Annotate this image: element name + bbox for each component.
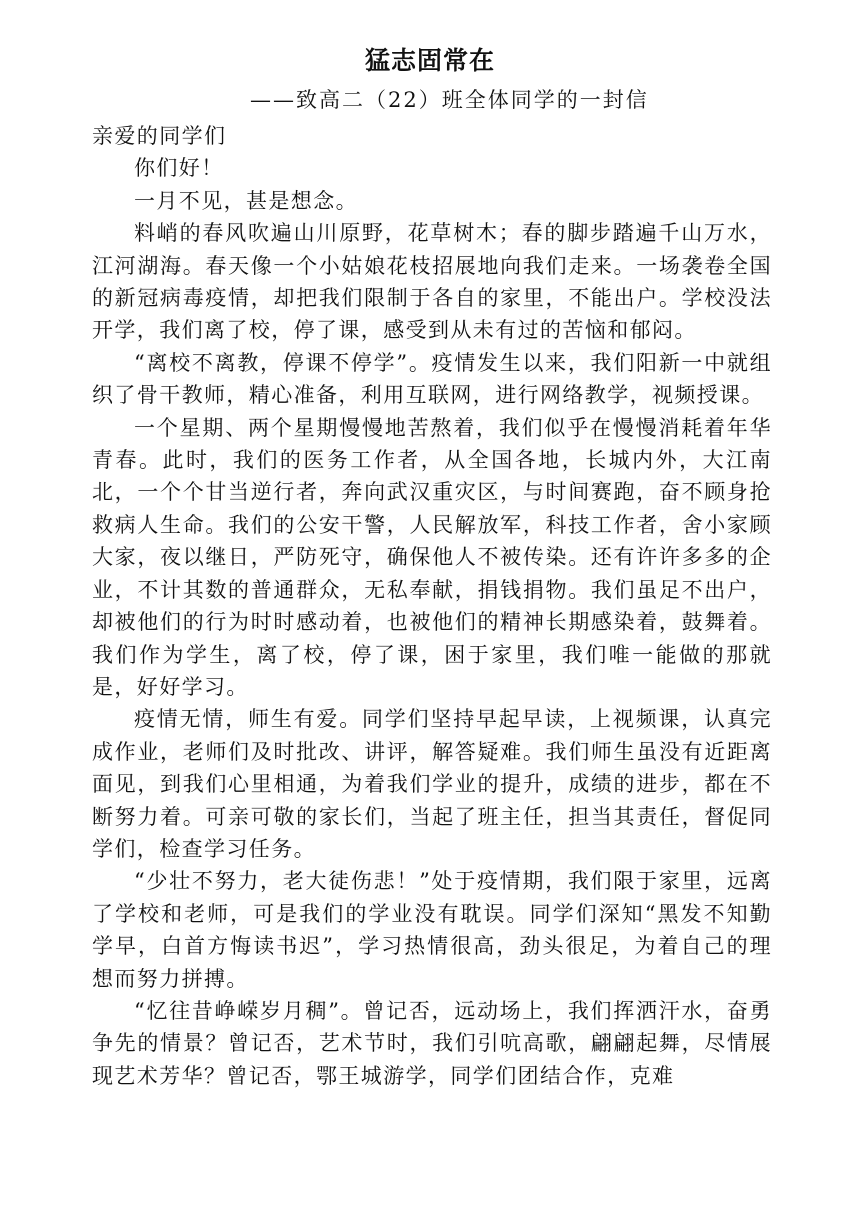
paragraph-hard-work: “少壮不努力，老大徒伤悲！”处于疫情期，我们限于家里，远离了学校和老师，可是我们的学业没有耽误。同学们深知“黑发不知勤学早，白首方悔读书迟”，学习热情很高，劲头很足，为着自己的理想而努力拼搏。 [92, 869, 772, 991]
paragraph-memories: “忆往昔峥嵘岁月稠”。曾记否，远动场上，我们挥洒汗水，奋勇争先的情景？曾记否，艺术节时，我们引吭高歌，翩翩起舞，尽情展现艺术芳华？曾记否，鄂王城游学，同学们团结合作，克难 [92, 998, 772, 1088]
paragraph-spring-epidemic: 料峭的春风吹遍山川原野，花草树木；春的脚步踏遍千山万水，江河湖海。春天像一个小姑娘花枝招展地向我们走来。一场袭卷全国的新冠病毒疫情，却把我们限制于各自的家里，不能出户。学校没法开学，我们离了校，停了课，感受到从未有过的苦恼和郁闷。 [92, 221, 772, 343]
paragraph-online-teaching: “离校不离教，停课不停学”。疫情发生以来，我们阳新一中就组织了骨干教师，精心准备，利用互联网，进行网络教学，视频授课。 [92, 350, 772, 408]
paragraph-greeting: 你们好！ [134, 156, 224, 181]
letter-body [92, 120, 772, 1092]
paragraph-teachers-students: 疫情无情，师生有爱。同学们坚持早起早读，上视频课，认真完成作业，老师们及时批改、讲评，解答疑难。我们师生虽没有近距离面见，到我们心里相通，为着我们学业的提升，成绩的进步，都在不断努力着。可亲可敬的家长们，当起了班主任，担当其责任，督促同学们，检查学习任务。 [92, 707, 772, 861]
letter-title: 猛志固常在 [364, 46, 495, 75]
letter-subtitle: ——致高二（22）班全体同学的一封信 [250, 88, 649, 112]
paragraph-missing: 一月不见，甚是想念。 [134, 188, 358, 213]
salutation: 亲爱的同学们 [92, 124, 227, 148]
paragraph-frontline-workers: 一个星期、两个星期慢慢地苦熬着，我们似乎在慢慢消耗着年华青春。此时，我们的医务工作者，从全国各地，长城内外，大江南北，一个个甘当逆行者，奔向武汉重灾区，与时间赛跑，奋不顾身抢救病人生命。我们的公安干警，人民解放军，科技工作者，舍小家顾大家，夜以继日，严防死守，确保他人不被传染。还有许许多多的企业，不计其数的普通群众，无私奉献，捐钱捐物。我们虽足不出户，却被他们的行为时时感动着，也被他们的精神长期感染着，鼓舞着。我们作为学生，离了校，停了课，困于家里，我们唯一能做的那就是，好好学习。 [92, 415, 772, 699]
